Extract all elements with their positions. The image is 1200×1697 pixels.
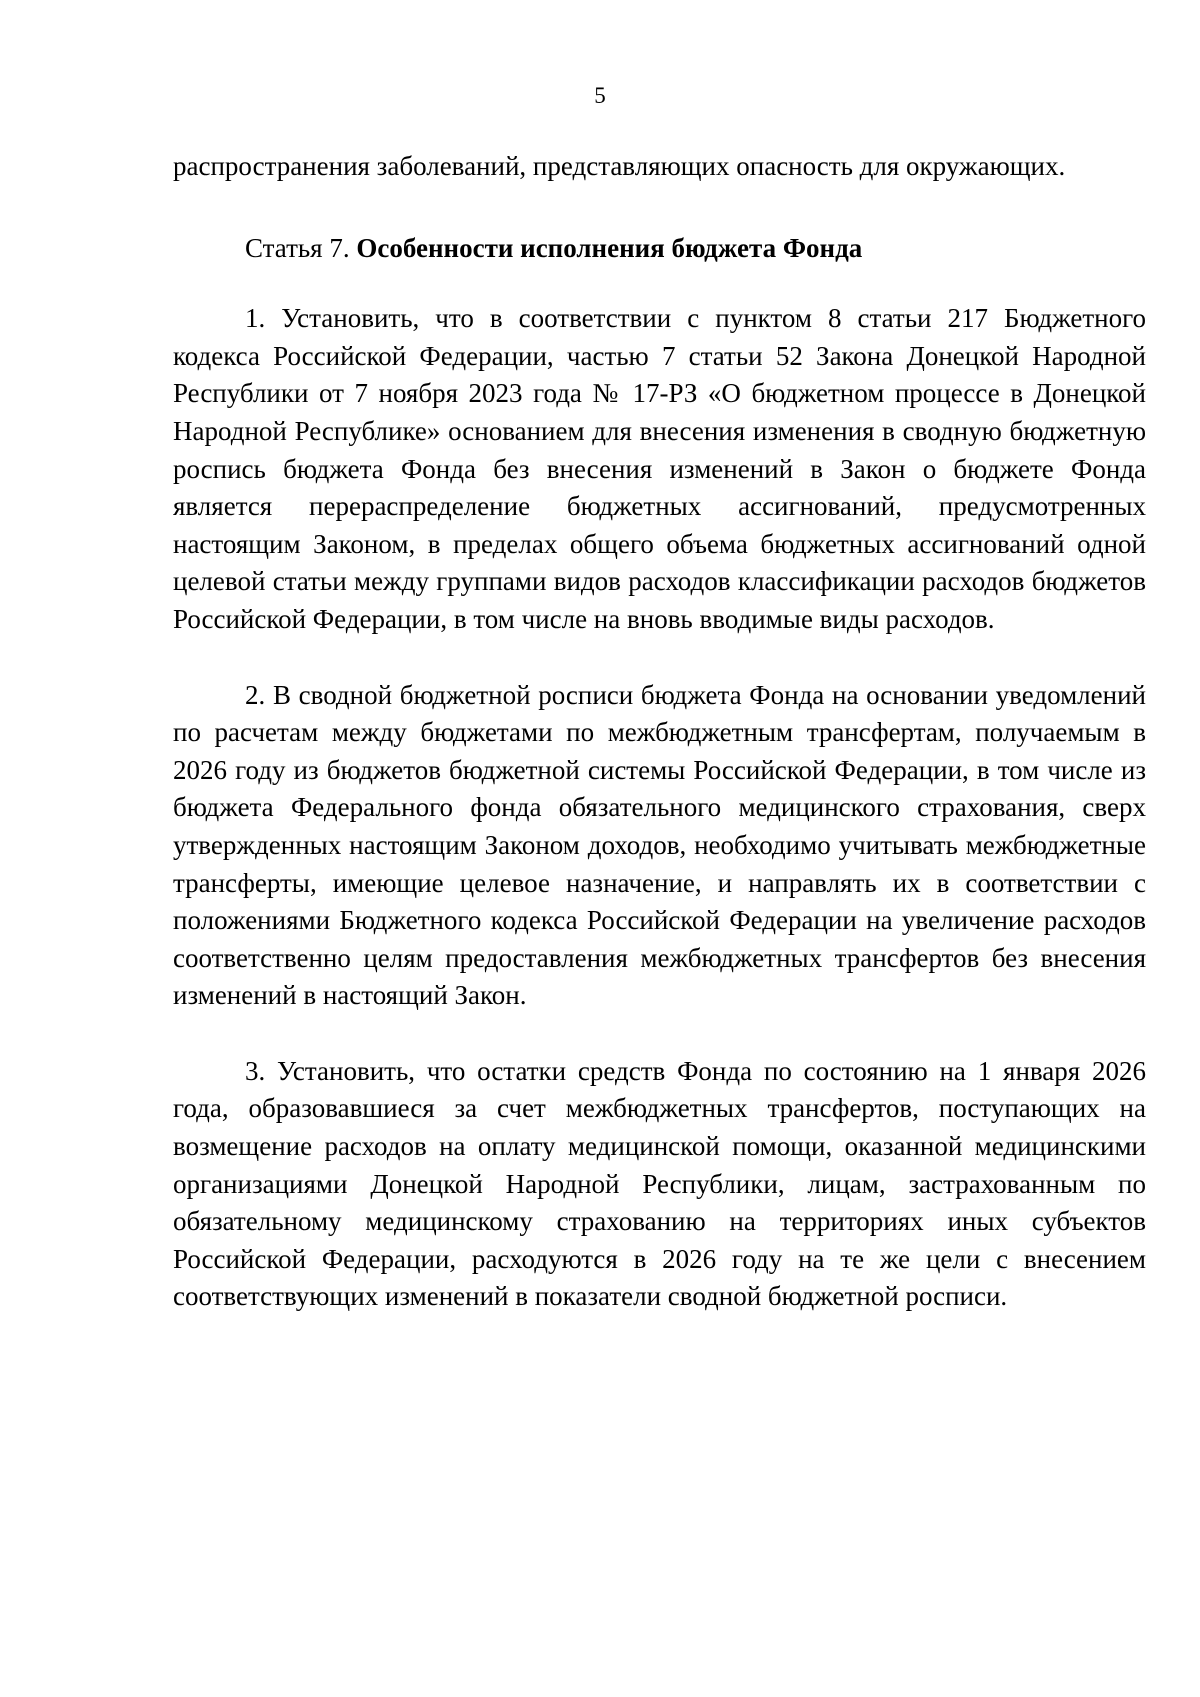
article-title: Особенности исполнения бюджета Фонда: [356, 232, 863, 263]
paragraph-3: 3. Установить, что остатки средств Фонда по состоянию на 1 января 2026 года, образовавшиеся за счет межбюджетных трансфертов, поступающих на возмещение расходов на оплату медицинской помощи, оказанной медицинскими организациями Донецкой Народной Республики, лицам, застрахованным по обязательному медицинскому страхованию на территориях иных субъектов Российской Федерации, расходуются в 2026 году на те же цели с внесением соответствующих изменений в показатели сводной бюджетной росписи.: [173, 1055, 1146, 1312]
article-label: Статья 7.: [245, 232, 350, 263]
page-number: 5: [594, 83, 606, 108]
paragraph-1: 1. Установить, что в соответствии с пунктом 8 статьи 217 Бюджетного кодекса Российской Федерации, частью 7 статьи 52 Закона Донецкой Народной Республики от 7 ноября 2023 года № 17-РЗ «О бюджетном процессе в Донецкой Народной Республике» основанием для внесения изменения в сводную бюджетную роспись бюджета Фонда без внесения изменений в Закон о бюджете Фонда является перераспределение бюджетных ассигнований, предусмотренных настоящим Законом, в пределах общего объема бюджетных ассигнований одной целевой статьи между группами видов расходов классификации расходов бюджетов Российской Федерации, в том числе на вновь вводимые виды расходов.: [173, 303, 1146, 634]
article-heading: [173, 230, 1146, 268]
document-body: [173, 148, 1146, 1316]
paragraph-2: 2. В сводной бюджетной росписи бюджета Фонда на основании уведомлений по расчетам между бюджетами по межбюджетным трансфертам, получаемым в 2026 году из бюджетов бюджетной системы Российской Федерации, в том числе из бюджета Федерального фонда обязательного медицинского страхования, сверх утвержденных настоящим Законом доходов, необходимо учитывать межбюджетные трансферты, имеющие целевое назначение, и направлять их в соответствии с положениями Бюджетного кодекса Российской Федерации на увеличение расходов соответственно целям предоставления межбюджетных трансфертов без внесения изменений в настоящий Закон.: [173, 679, 1146, 1011]
continuation-paragraph: распространения заболеваний, представляющих опасность для окружающих.: [173, 151, 1066, 181]
